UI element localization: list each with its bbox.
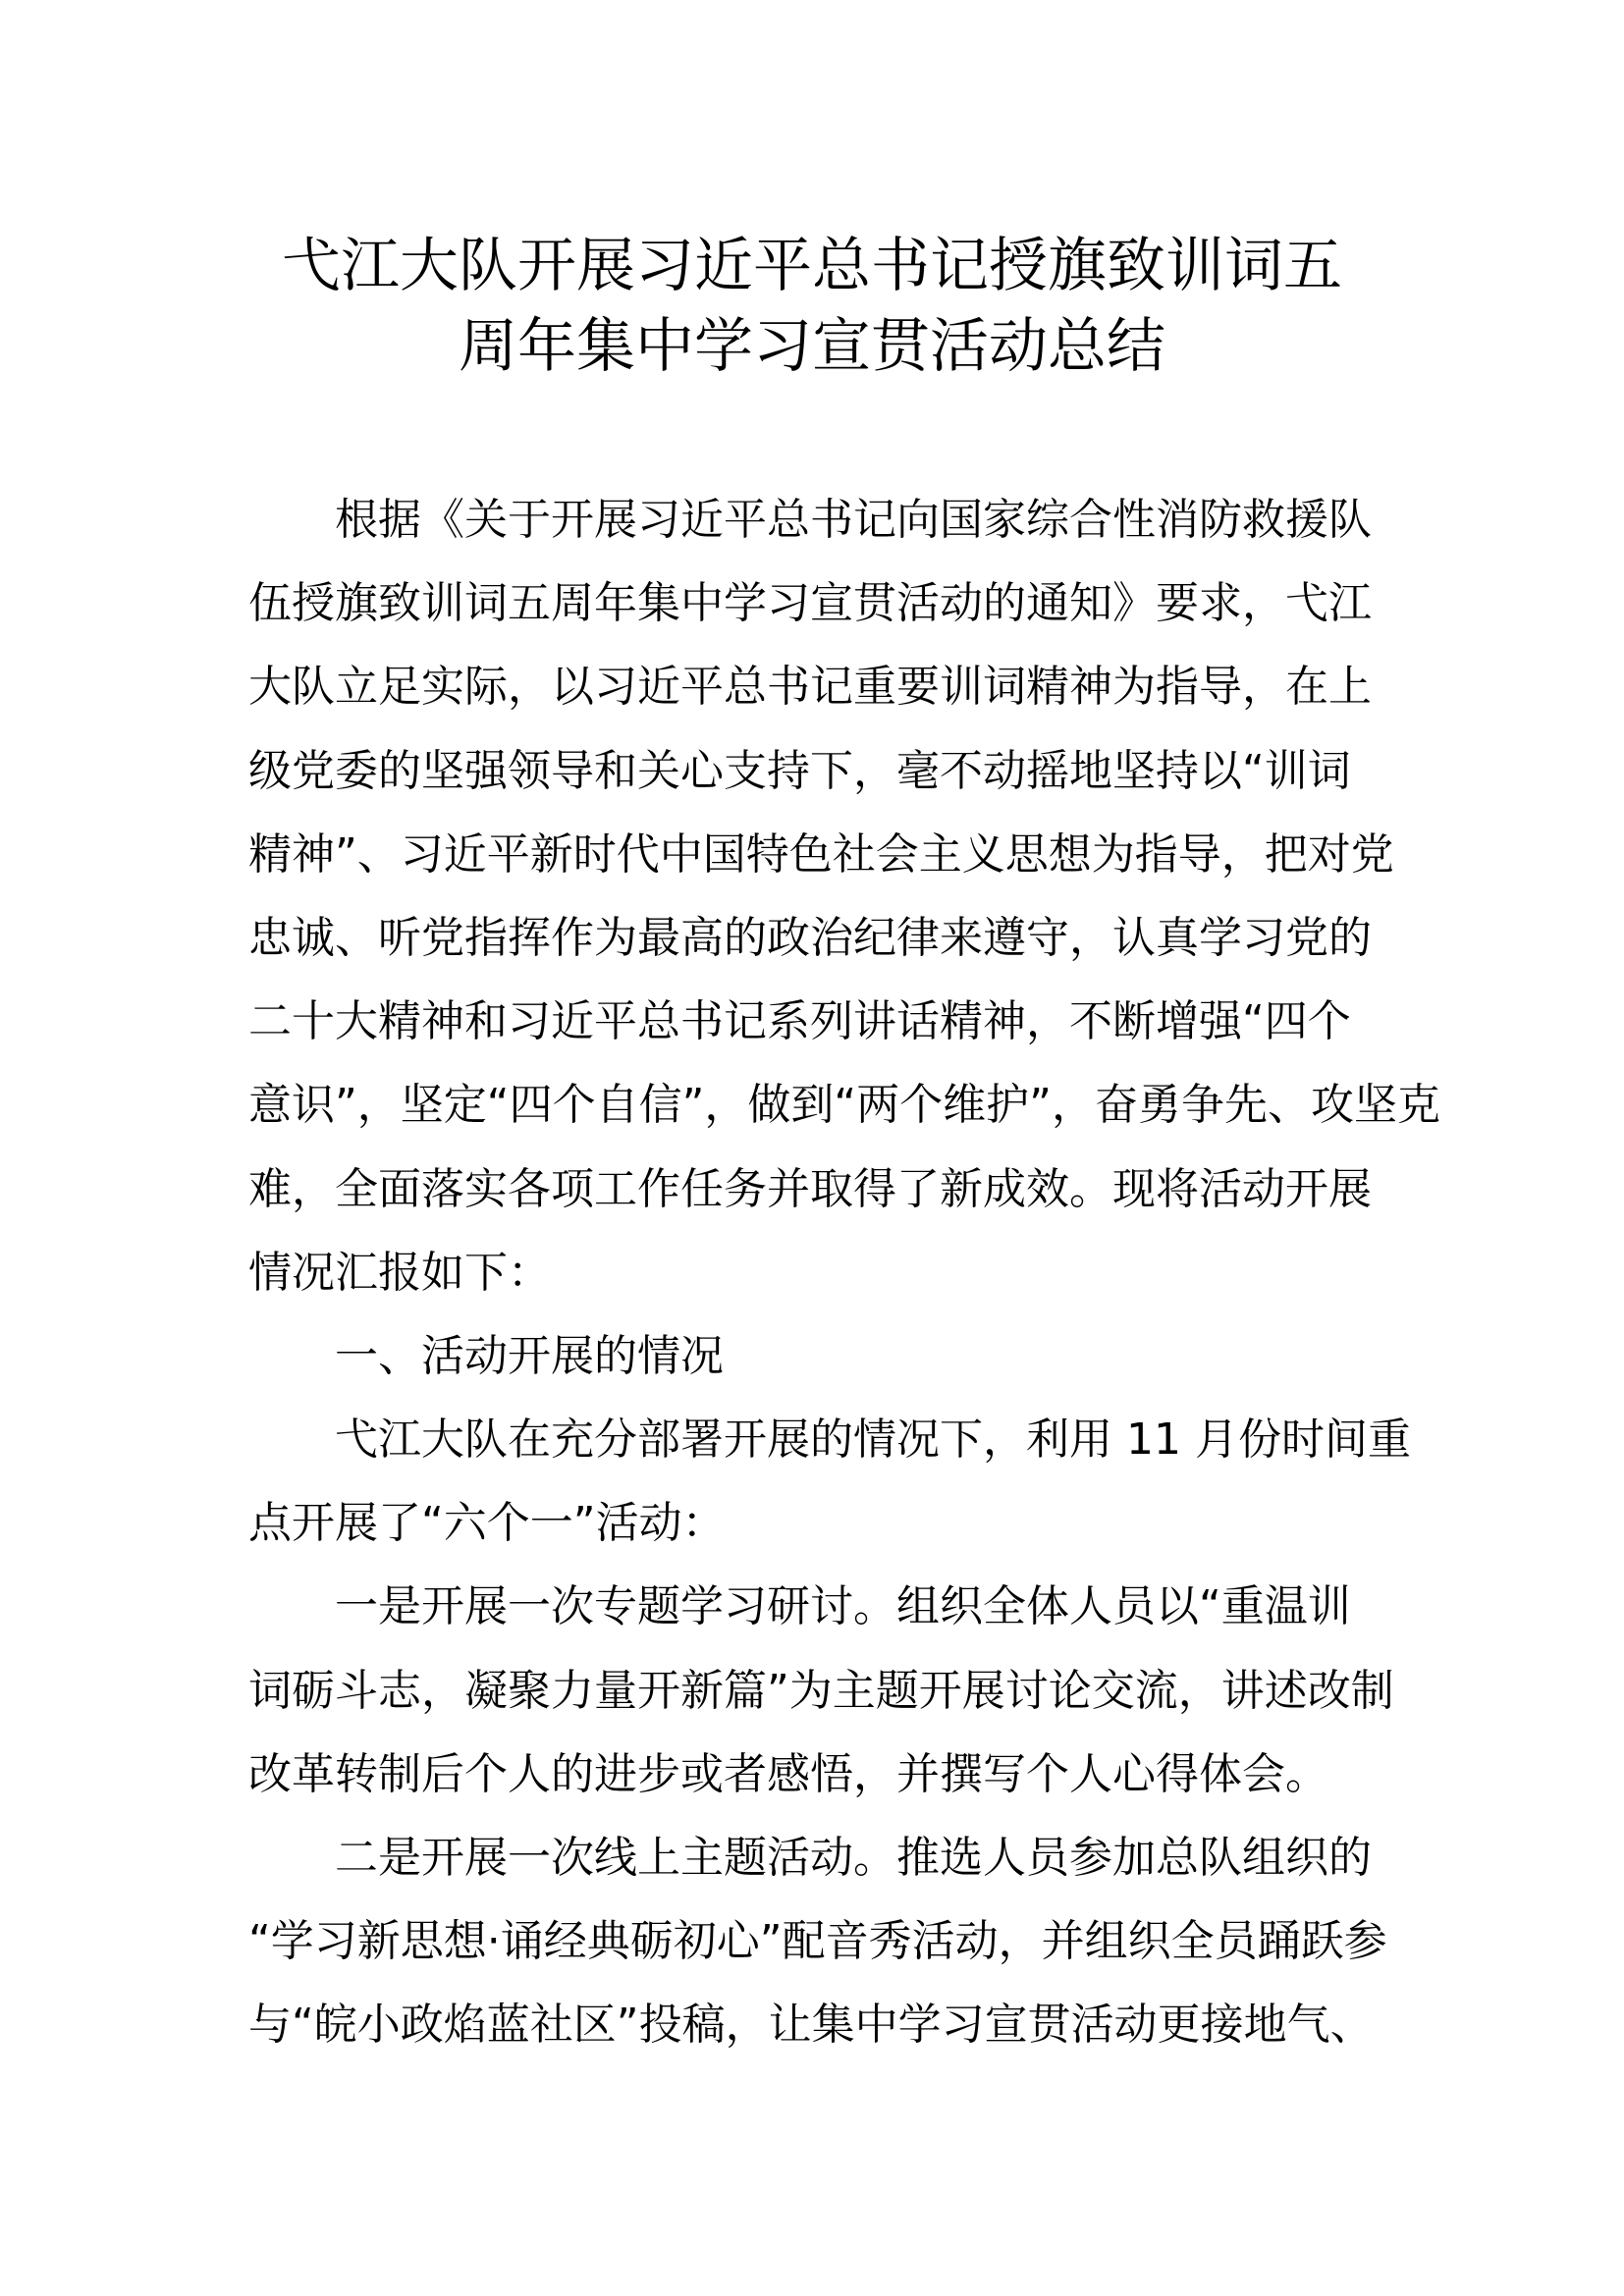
- section-heading: 一、活动开展的情况: [335, 1330, 724, 1381]
- paragraph-line: 词砺斗志，凝聚力量开新篇”为主题开展讨论交流，讲述改制: [248, 1665, 1394, 1716]
- paragraph-line: 忠诚、听党指挥作为最高的政治纪律来遵守，认真学习党的: [248, 912, 1372, 963]
- paragraph-line: 改革转制后个人的进步或者感悟，并撰写个人心得体会。: [248, 1748, 1328, 1799]
- paragraph-line: 二是开展一次线上主题活动。推选人员参加总队组织的: [335, 1833, 1372, 1883]
- paragraph-line: 精神”、习近平新时代中国特色社会主义思想为指导，把对党: [248, 828, 1394, 880]
- paragraph-line: 点开展了“六个一”活动：: [248, 1498, 726, 1549]
- title-line: 周年集中学习宣贯活动总结: [459, 312, 1165, 381]
- paragraph-line: 弋江大队在充分部署开展的情况下，利用 11 月份时间重: [335, 1415, 1411, 1466]
- paragraph-line: 情况汇报如下：: [248, 1247, 551, 1298]
- paragraph-line: 伍授旗致训词五周年集中学习宣贯活动的通知》要求，弋江: [248, 578, 1372, 629]
- paragraph-line: 大队立足实际，以习近平总书记重要训词精神为指导，在上: [248, 662, 1372, 713]
- paragraph-line: 难，全面落实各项工作任务并取得了新成效。现将活动开展: [248, 1163, 1372, 1214]
- paragraph-line: 与“皖小政焰蓝社区”投稿，让集中学习宣贯活动更接地气、: [248, 2000, 1374, 2051]
- title-line: 弋江大队开展习近平总书记授旗致训词五: [282, 232, 1342, 300]
- paragraph-line: 二十大精神和习近平总书记系列讲话精神，不断增强“四个: [248, 996, 1351, 1047]
- paragraph-line: 一是开展一次专题学习研讨。组织全体人员以“重温训: [335, 1581, 1351, 1632]
- document-title: [0, 226, 1624, 387]
- paragraph-line: 根据《关于开展习近平总书记向国家综合性消防救援队: [335, 495, 1372, 545]
- paragraph-line: 级党委的坚强领导和关心支持下，毫不动摇地坚持以“训词: [248, 745, 1351, 796]
- paragraph-line: 意识”，坚定“四个自信”，做到“两个维护”，奋勇争先、攻坚克: [248, 1080, 1440, 1131]
- document-body: [248, 478, 1440, 2067]
- paragraph-line: “学习新思想·诵经典砺初心”配音秀活动，并组织全员踊跃参: [248, 1916, 1387, 1967]
